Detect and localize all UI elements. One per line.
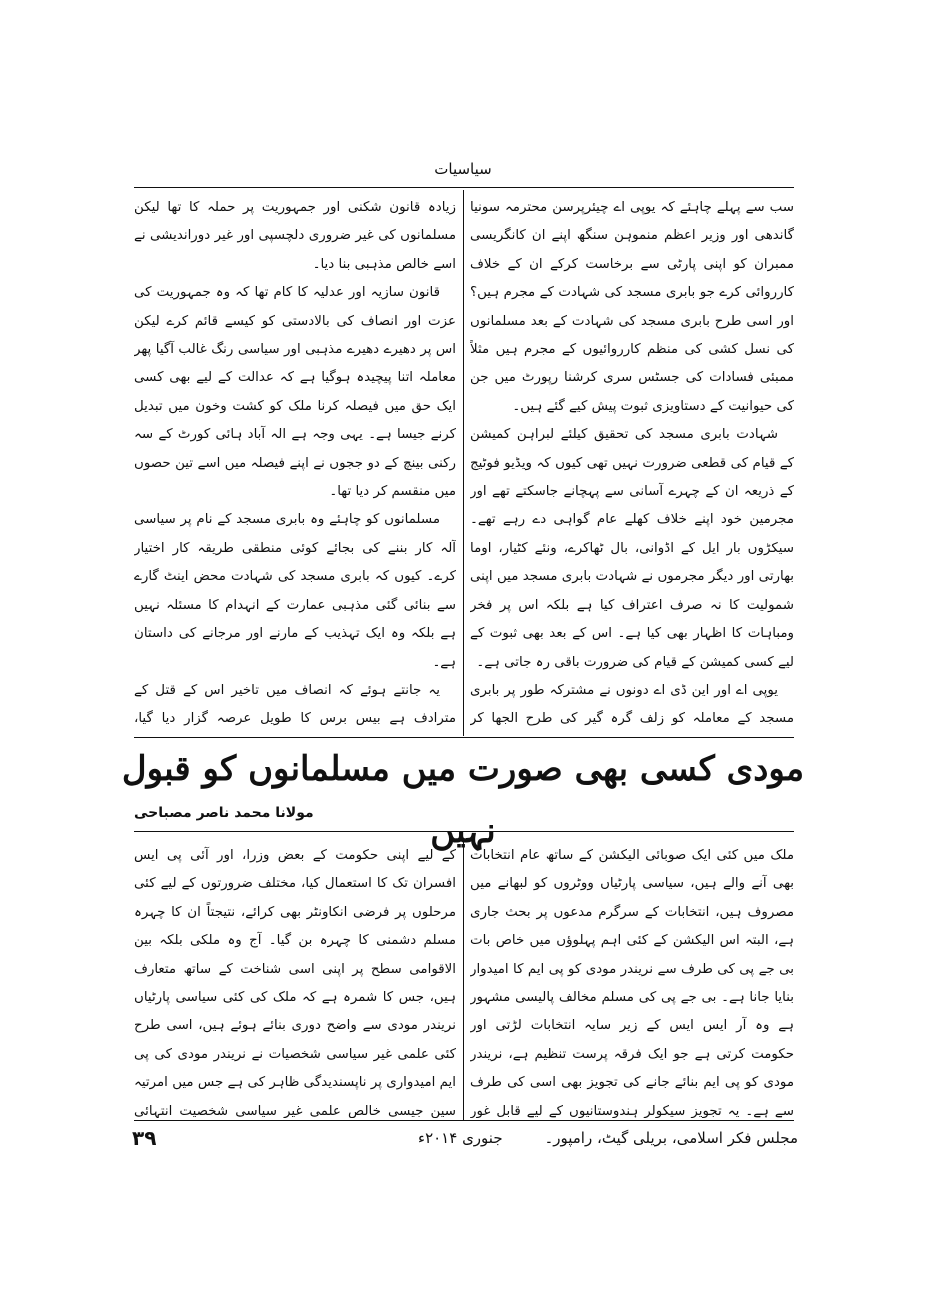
article-title: مودی کسی بھی صورت میں مسلمانوں کو قبول نہیں: [121, 749, 805, 851]
paragraph: کے لیے اپنی حکومت کے بعض وزرا، اور آئی پی ایس افسران تک کا استعمال کیا، مختلف ضرورتوں کے لیے کئی مرحلوں پر فرضی انکاونٹر بھی کرائے، نتیجتاً ان کا چہرہ مسلم دشمنی کا چہرہ بن گیا۔ آج وہ ملکی بلکہ بین الاقوامی سطح پر اپنی اسی شناخت کے ساتھ متعارف ہیں، جس کا شمرہ ہے کہ ملک کی کئی سیاسی پارٹیاں نریندر مودی سے واضح دوری بنائے ہوئے ہیں، اسی طرح کئی علمی غیر سیاسی شخصیات نے نریندر مودی کی پی ایم امیدواری پر ناپسندیدگی ظاہر کی ہے جس میں امرتیہ سین جیسی خالص علمی غیر سیاسی شخصیت انتہائی: [134, 848, 456, 1118]
footer-issue-date: جنوری ۲۰۱۴ء: [418, 1129, 503, 1147]
paragraph: ملک میں کئی ایک صوبائی الیکشن کے ساتھ عام انتخابات بھی آنے والے ہیں، سیاسی پارٹیاں ووٹروں کو لبھانے میں مصروف ہیں، انتخابات کے سرگرم مدعوں پر بحث جاری ہے، البتہ اس الیکشن کے کئی اہم پہلوؤں میں خاص بات بی جے پی کی طرف سے نریندر مودی کو پی ایم کا امیدوار بنایا جانا ہے۔ بی جے پی کی مسلم مخالف پالیسی مشہور ہے وہ آر ایس ایس کے زیر سایہ انتخابات لڑتی اور حکومت کرتی ہے جو ایک فرقہ پرست تنظیم ہے، نریندر مودی کو پی ایم بنائے جانے کی تجویز بھی اسی کی طرف سے ہے۔ یہ تجویز سیکولر ہندوستانیوں کے لیے قابل غور: [470, 848, 794, 1118]
paragraph: شہادت بابری مسجد کی تحقیق کیلئے لبراہن کمیشن کے قیام کی قطعی ضرورت نہیں تھی کیوں کہ ویڈیو فوٹیج کے ذریعہ ان کے چہرے آسانی سے پہچانے جاسکتے تھے اور مجرمین خود اپنے خلاف کھلے عام گواہی دے رہے تھے۔ سیکڑوں بار ایل کے اڈوانی، بال ٹھاکرے، ونئے کٹیار، اوما بھارتی اور دیگر مجرموں نے شہادت بابری مسجد میں اپنی شمولیت کا نہ صرف اعتراف کیا ہے بلکہ اس پر فخر ومباہات کا اظہار بھی کیا ہے۔ اس کے بعد بھی ثبوت کے لیے کسی کمیشن کے قیام کی ضرورت باقی رہ جاتی ہے۔: [470, 427, 794, 670]
column-divider: [463, 190, 464, 736]
footer-organization: مجلس فکر اسلامی، بریلی گیٹ، رامپور۔: [544, 1129, 798, 1147]
page-number: ۳۹: [132, 1126, 157, 1150]
column-divider: [463, 838, 464, 1120]
paragraph: قانون سازیہ اور عدلیہ کا کام تھا کہ وہ جمہوریت کی عزت اور انصاف کی بالادستی کو کیسے قائم کرے لیکن اس پر دھیرے دھیرے مذہبی اور سیاسی رنگ غالب آگیا پھر معاملہ اتنا پیچیدہ ہوگیا ہے کہ عدالت کے لیے بھی کسی ایک حق میں فیصلہ کرنا ملک کو کشت وخون میں تبدیل کرنے جیسا ہے۔ یہی وجہ ہے الہ آباد ہائی کورٹ کے سہ رکنی بینچ کے دو ججوں نے اپنے فیصلہ میں اسے تین حصوں میں منقسم کر دیا تھا۔: [134, 285, 456, 500]
running-header: سیاسیات: [434, 160, 492, 178]
paragraph: یوپی اے اور این ڈی اے دونوں نے مشترکہ طور پر بابری مسجد کے معاملہ کو زلف گرہ گیر کی طرح الجھا کر: [470, 682, 794, 727]
article1-left-column: [134, 194, 456, 730]
paragraph: سب سے پہلے چاہئے کہ یوپی اے چیئرپرسن محترمہ سونیا گاندھی اور وزیر اعظم منموہن سنگھ اپنے ان کانگریسی ممبران کو اپنی پارٹی سے برخاست کرکے ان کے خلاف کارروائی کرے جو بابری مسجد کی شہادت کے مجرم ہیں؟ اور اسی طرح بابری مسجد کی شہادت کے بعد مسلمانوں کی نسل کشی کی منظم کارروائیوں کے مجرم ہیں مثلاً ممبئی فسادات کی جسٹس سری کرشنا رپورٹ میں جن کی حیوانیت کے دستاویزی ثبوت پیش کیے گئے ہیں۔: [470, 200, 794, 414]
article1-right-column: [470, 194, 794, 730]
author-rule: [134, 831, 794, 832]
paragraph: زیادہ قانون شکنی اور جمہوریت پر حملہ کا تھا لیکن مسلمانوں کی غیر ضروری دلچسپی اور غیر دوراندیشی نے اسے خالص مذہبی بنا دیا۔: [134, 200, 456, 272]
article2-left-column: [134, 842, 456, 1118]
paragraph: مسلمانوں کو چاہئے وہ بابری مسجد کے نام پر سیاسی آلہ کار بننے کی بجائے کوئی منطقی طریقہ کار اختیار کرے۔ کیوں کہ بابری مسجد کی شہادت محض اینٹ گارے سے بنائی گئی مذہبی عمارت کے انہدام کا مسئلہ نہیں ہے بلکہ وہ ایک تہذیب کے مارنے اور مرجانے کی داستان ہے۔: [134, 512, 456, 670]
header-rule: [134, 187, 794, 188]
article-author: مولانا محمد ناصر مصباحی: [134, 805, 314, 821]
paragraph: یہ جانتے ہوئے کہ انصاف میں تاخیر اس کے قتل کے مترادف ہے بیس برس کا طویل عرصہ گزار دیا گیا،: [134, 682, 456, 727]
article2-right-column: [470, 842, 794, 1118]
